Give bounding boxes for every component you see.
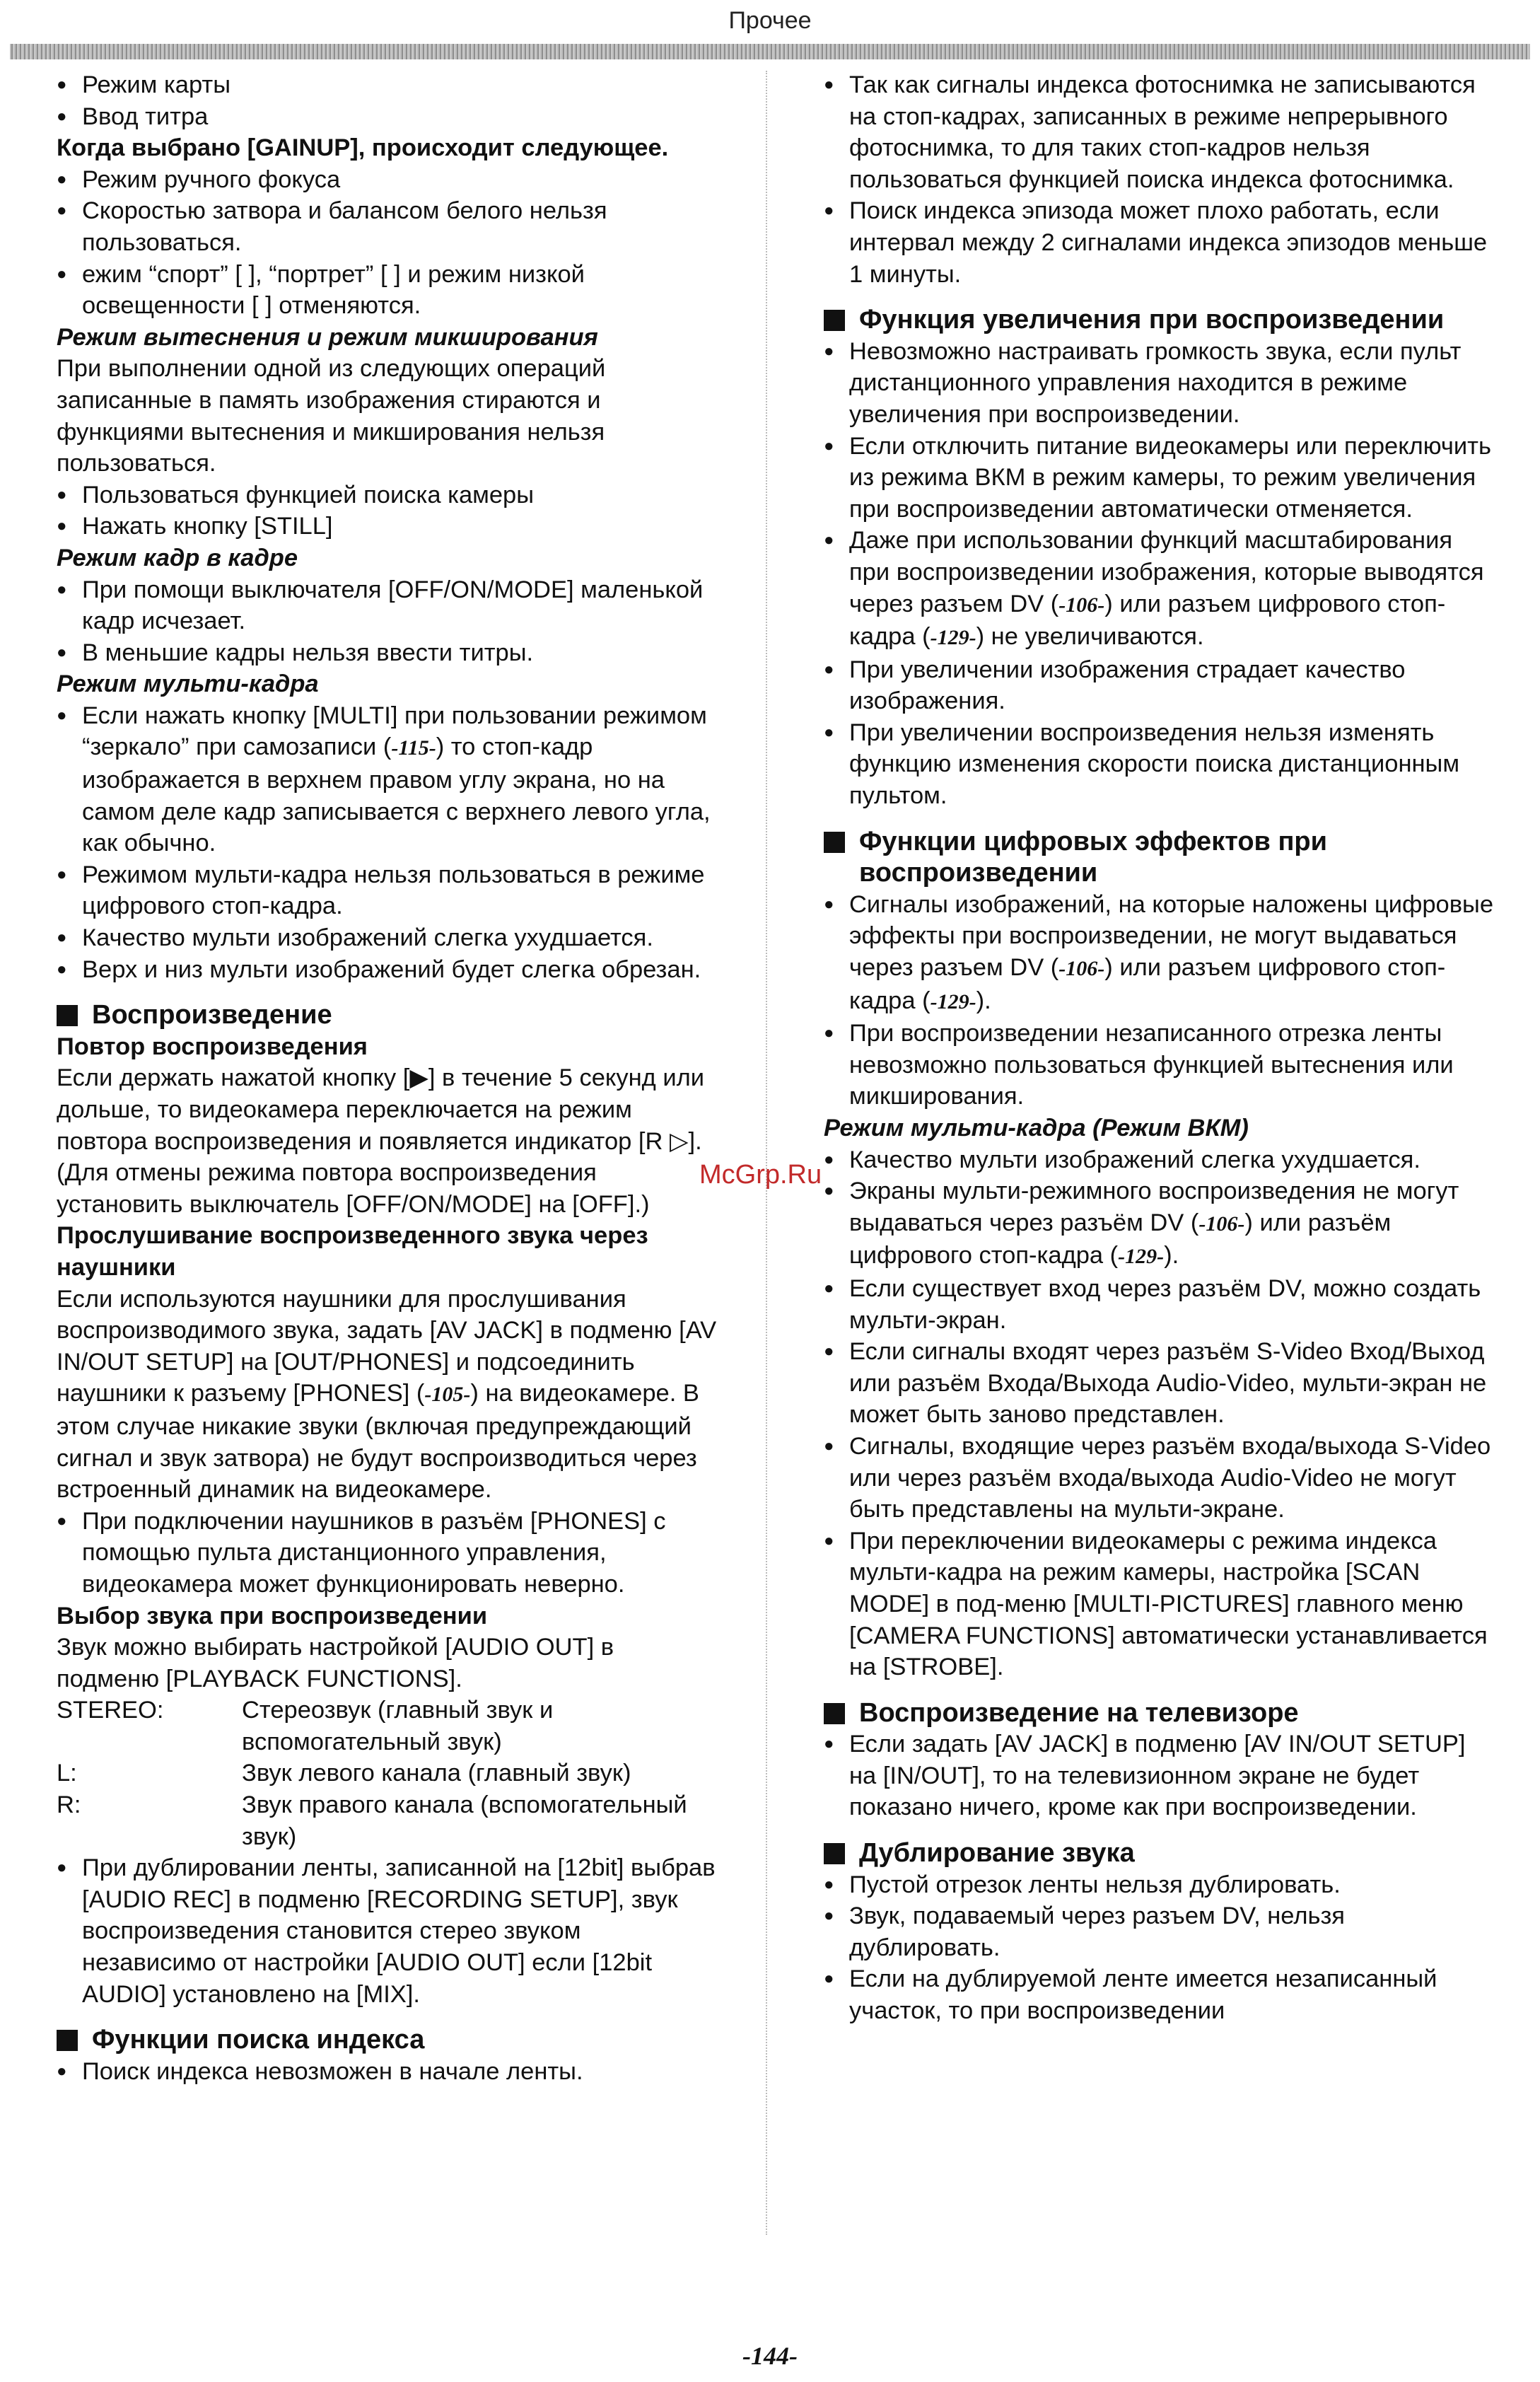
bullet-item: ● Пустой отрезок ленты нельзя дублировать. bbox=[824, 1869, 1495, 1901]
page-reference: -129- bbox=[930, 626, 976, 650]
definition-term: R: bbox=[57, 1791, 81, 1819]
column-divider bbox=[766, 71, 767, 2235]
bullet-item: ● Если существует вход через разъём DV, можно создать мульти-экран. bbox=[824, 1273, 1495, 1336]
bullet-item bbox=[824, 525, 1495, 653]
bullet-item: ● Скоростью затвора и балансом белого нельзя пользоваться. bbox=[57, 195, 718, 258]
page-reference: -115- bbox=[391, 736, 436, 760]
bullet-item: ● При увеличении изображения страдает качество изображения. bbox=[824, 654, 1495, 717]
definition-desc: Стереозвук (главный звук и вспомогательный звук) bbox=[242, 1697, 554, 1755]
bullet-item: ● Пользоваться функцией поиска камеры bbox=[57, 480, 718, 511]
page-reference: -106- bbox=[1058, 593, 1105, 617]
bullet-item: ● Если сигналы входят через разъём S-Video Вход/Выход или разъём Входа/Выхода Audio-Video, мульти-экран не может быть заново представлен. bbox=[824, 1336, 1495, 1431]
paragraph: Если держать нажатой кнопку [▶] в течение 5 секунд или дольше, то видеокамера переключается на режим повтора воспроизведения и появляется индикатор [R ▷]. (Для отмены режима повтора воспроизведения установить выключатель [OFF/ON/MODE] на [OFF].) bbox=[57, 1064, 705, 1218]
subheading: Прослушивание воспроизведенного звука через наушники bbox=[57, 1222, 648, 1281]
page-header-title: Прочее bbox=[728, 7, 812, 34]
bullet-item: ● При воспроизведении незаписанного отрезка ленты невозможно пользоваться функцией вытеснения или микширования. bbox=[824, 1018, 1495, 1112]
text-run: ) на видеокамере. В этом случае никакие звуки (включая предупреждающий сигнал и звук затвора) не будут воспроизводиться через встроенный динамик на видеокамере. bbox=[57, 1380, 699, 1504]
bullet-item: ● Так как сигналы индекса фотоснимка не записываются на стоп-кадрах, записанных в режиме непрерывного фотоснимка, то для таких стоп-кадров нельзя пользоваться функцией поиска индекса фотоснимка. bbox=[824, 69, 1495, 195]
bullet-item: ● Режим ручного фокуса bbox=[57, 164, 718, 196]
right-column bbox=[824, 69, 1495, 2027]
bullet-item: ● Поиск индекса невозможен в начале ленты. bbox=[57, 2056, 718, 2088]
bullet-item: ● При подключении наушников в разъём [PHONES] с помощью пульта дистанционного управления, видеокамера может функционировать неверно. bbox=[57, 1506, 718, 1600]
bullet-item: ● Качество мульти изображений слегка ухудшается. bbox=[824, 1144, 1495, 1176]
italic-subheading: Режим кадр в кадре bbox=[57, 544, 298, 571]
bullet-item: ● ежим “спорт” [ ], “портрет” [ ] и режим низкой освещенности [ ] отменяются. bbox=[57, 259, 718, 322]
bullet-item: ● При дублировании ленты, записанной на [12bit] выбрав [AUDIO REC] в подменю [RECORDING SETUP], звук воспроизведения становится стерео звуком независимо от настройки [AUDIO OUT] если [12bit AUDIO] установлено на [MIX]. bbox=[57, 1852, 718, 2010]
page-reference: -129- bbox=[1118, 1245, 1165, 1269]
definition-term: STEREO: bbox=[57, 1697, 164, 1724]
page-number: -144- bbox=[742, 2342, 798, 2370]
bullet-item: ● Режимом мульти-кадра нельзя пользоваться в режиме цифрового стоп-кадра. bbox=[57, 859, 718, 922]
section-heading: Функции цифровых эффектов при воспроизведении bbox=[824, 826, 1495, 889]
text-run: ) или разъем цифрового стоп-кадра ( bbox=[849, 954, 1446, 1014]
bullet-item: ● Режим карты bbox=[57, 69, 718, 101]
bullet-item: ● Ввод титра bbox=[57, 101, 718, 133]
section-heading: Воспроизведение на телевизоре bbox=[824, 1697, 1495, 1729]
bullet-item: ● Качество мульти изображений слегка ухудшается. bbox=[57, 922, 718, 954]
page-reference: -106- bbox=[1058, 957, 1105, 981]
bullet-item: ● При переключении видеокамеры с режима индекса мульти-кадра на режим камеры, настройка [SCAN MODE] в под-меню [MULTI-PICTURES] главного меню [CAMERA FUNCTIONS] автоматически устанавливается на [STROBE]. bbox=[824, 1526, 1495, 1683]
bullet-item: ● При увеличении воспроизведения нельзя изменять функцию изменения скорости поиска дистанционным пультом. bbox=[824, 717, 1495, 812]
bullet-item bbox=[824, 889, 1495, 1018]
italic-subheading: Режим вытеснения и режим микширования bbox=[57, 323, 598, 351]
bullet-item: ● Звук, подаваемый через разъем DV, нельзя дублировать. bbox=[824, 1900, 1495, 1963]
section-heading: Воспроизведение bbox=[57, 999, 718, 1031]
paragraph: Звук можно выбирать настройкой [AUDIO OUT] в подменю [PLAYBACK FUNCTIONS]. bbox=[57, 1634, 614, 1692]
text-run: ) не увеличиваются. bbox=[976, 623, 1204, 651]
bullet-item: ● При помощи выключателя [OFF/ON/MODE] маленькой кадр исчезает. bbox=[57, 574, 718, 637]
subheading: Повтор воспроизведения bbox=[57, 1033, 368, 1060]
text-run: ) то стоп-кадр изображается в верхнем правом углу экрана, но на самом деле кадр записывается с верхнего левого угла, как обычно. bbox=[82, 733, 711, 857]
definition-row bbox=[57, 1695, 718, 1758]
watermark-text: McGrp.Ru bbox=[699, 1160, 822, 1190]
definition-desc: Звук правого канала (вспомогательный звук) bbox=[242, 1791, 687, 1850]
text-run: Даже при использовании функций масштабирования при воспроизведении изображения, которые выводятся через разъем DV ( bbox=[849, 527, 1484, 617]
subheading: Когда выбрано [GAINUP], происходит следующее. bbox=[57, 134, 669, 162]
section-heading: Функции поиска индекса bbox=[57, 2024, 718, 2056]
text-run: Если нажать кнопку [MULTI] при пользовании режимом “зеркало” при самозаписи ( bbox=[82, 702, 707, 761]
paragraph: При выполнении одной из следующих операций записанные в память изображения стираются и функциями вытеснения и микширования нельзя пользоваться. bbox=[57, 355, 606, 477]
definition-term: L: bbox=[57, 1760, 77, 1787]
text-run: Сигналы изображений, на которые наложены цифровые эффекты при воспроизведении, не могут выдаваться через разъем DV ( bbox=[849, 890, 1494, 982]
text-run: Экраны мульти-режимного воспроизведения не могут выдаваться через разъём DV ( bbox=[849, 1178, 1459, 1236]
definition-desc: Звук левого канала (главный звук) bbox=[242, 1760, 631, 1787]
bullet-item bbox=[57, 700, 718, 859]
bullet-item: ● Если на дублируемой ленте имеется незаписанный участок, то при воспроизведении bbox=[824, 1963, 1495, 2026]
italic-subheading: Режим мульти-кадра bbox=[57, 670, 319, 698]
bullet-item: ● Если отключить питание видеокамеры или переключить из режима ВКМ в режим камеры, то режим увеличения при воспроизведении автоматически отменяется. bbox=[824, 431, 1495, 525]
text-run: ). bbox=[1164, 1242, 1179, 1270]
bullet-item: ● В меньшие кадры нельзя ввести титры. bbox=[57, 637, 718, 669]
bullet-item: ● Нажать кнопку [STILL] bbox=[57, 511, 718, 542]
italic-subheading: Режим мульти-кадра (Режим ВКМ) bbox=[824, 1115, 1249, 1141]
header-rule bbox=[10, 44, 1530, 59]
left-column bbox=[57, 69, 718, 2087]
text-run: ) или разъем цифрового стоп-кадра ( bbox=[849, 590, 1446, 651]
text-run: Если используются наушники для прослушивания воспроизводимого звука, задать [AV JACK] в подменю [AV IN/OUT SETUP] на [OUT/PHONES] и подсоединить наушники к разъему [PHONES] ( bbox=[57, 1285, 717, 1407]
text-run: ) или разъём цифрового стоп-кадра ( bbox=[849, 1209, 1392, 1270]
definition-row bbox=[57, 1758, 718, 1789]
bullet-item: ● Сигналы, входящие через разъём входа/выхода S-Video или через разъём входа/выхода Audio-Video не могут быть представлены на мульти-экране. bbox=[824, 1431, 1495, 1526]
text-run: ). bbox=[976, 987, 991, 1014]
bullet-item: ● Невозможно настраивать громкость звука, если пульт дистанционного управления находится в режиме увеличения при воспроизведении. bbox=[824, 336, 1495, 431]
section-heading: Функция увеличения при воспроизведении bbox=[824, 304, 1495, 336]
section-heading: Дублирование звука bbox=[824, 1837, 1495, 1869]
subheading: Выбор звука при воспроизведении bbox=[57, 1602, 488, 1629]
definition-row bbox=[57, 1789, 718, 1852]
audio-definition-list bbox=[57, 1695, 718, 1852]
paragraph bbox=[57, 1284, 718, 1506]
page-reference: -129- bbox=[930, 989, 976, 1013]
bullet-item bbox=[824, 1175, 1495, 1273]
bullet-item: ● Если задать [AV JACK] в подменю [AV IN/OUT SETUP] на [IN/OUT], то на телевизионном экране не будет показано ничего, кроме как при воспроизведении. bbox=[824, 1729, 1495, 1823]
bullet-item: ● Поиск индекса эпизода может плохо работать, если интервал между 2 сигналами индекса эпизодов меньше 1 минуты. bbox=[824, 195, 1495, 290]
bullet-item: ● Верх и низ мульти изображений будет слегка обрезан. bbox=[57, 954, 718, 986]
page-reference: -106- bbox=[1198, 1212, 1245, 1236]
page-reference: -105- bbox=[424, 1383, 471, 1407]
